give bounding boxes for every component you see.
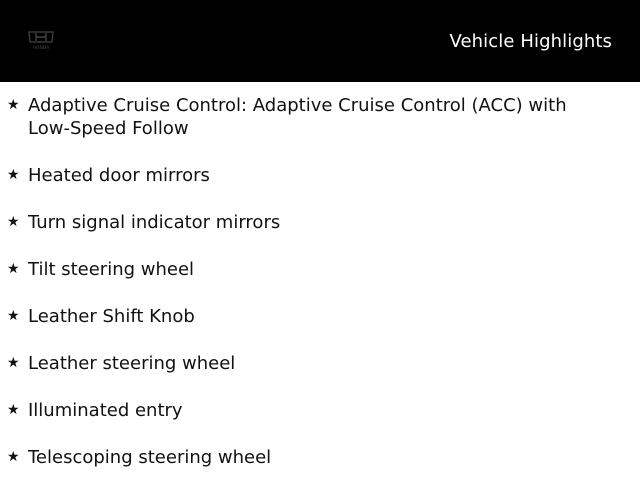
honda-logo	[24, 29, 58, 51]
highlight-text: Telescoping steering wheel	[28, 447, 272, 468]
star-icon: ★	[7, 449, 20, 465]
header-bar	[0, 0, 640, 82]
highlight-text: Leather steering wheel	[28, 353, 236, 374]
list-item	[0, 305, 640, 328]
list-item	[0, 211, 640, 234]
highlight-text: Turn signal indicator mirrors	[28, 212, 281, 233]
highlight-text: Illuminated entry	[28, 400, 183, 421]
star-icon: ★	[7, 167, 20, 183]
highlight-text: Leather Shift Knob	[28, 306, 195, 327]
highlights-list	[0, 94, 640, 469]
list-item	[0, 94, 640, 140]
star-icon: ★	[7, 308, 20, 324]
page-title: Vehicle Highlights	[449, 31, 612, 52]
list-item	[0, 446, 640, 469]
star-icon: ★	[7, 261, 20, 277]
star-icon: ★	[7, 402, 20, 418]
highlight-text: Tilt steering wheel	[28, 259, 195, 280]
star-icon: ★	[7, 355, 20, 371]
list-item	[0, 258, 640, 281]
highlight-text: Heated door mirrors	[28, 165, 210, 186]
list-item	[0, 399, 640, 422]
svg-text:HONDA: HONDA	[32, 46, 50, 51]
star-icon: ★	[7, 97, 20, 113]
highlight-text: Adaptive Cruise Control: Adaptive Cruise Control (ACC) with Low-Speed Follow	[28, 95, 567, 139]
list-item	[0, 352, 640, 375]
list-item	[0, 164, 640, 187]
star-icon: ★	[7, 214, 20, 230]
